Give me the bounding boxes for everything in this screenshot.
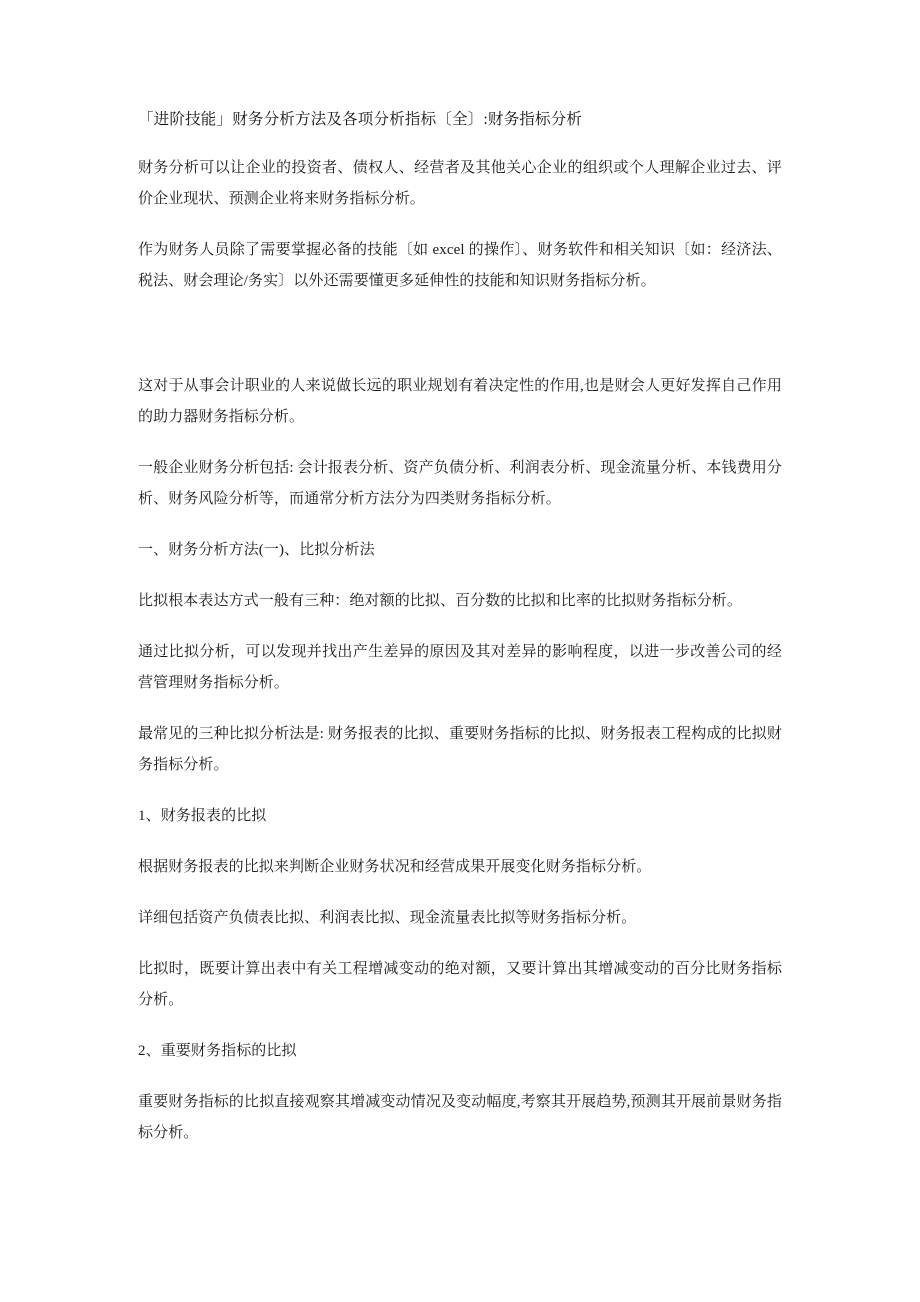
paragraph: 1、财务报表的比拟 <box>138 808 267 825</box>
page-title: 「进阶技能」财务分析方法及各项分析指标〔全〕:财务指标分析 <box>138 111 583 128</box>
paragraph: 比拟时，既要计算出表中有关工程增减变动的绝对额，又要计算出其增减变动的百分比财务指标分析。 <box>138 961 782 1009</box>
paragraph: 这对于从事会计职业的人来说做长远的职业规划有着决定性的作用,也是财会人更好发挥自己作用的助力器财务指标分析。 <box>138 378 782 426</box>
paragraph: 2、重要财务指标的比拟 <box>138 1043 297 1060</box>
paragraph: 详细包括资产负债表比拟、利润表比拟、现金流量表比拟等财务指标分析。 <box>138 910 637 927</box>
paragraph: 财务分析可以让企业的投资者、债权人、经营者及其他关心企业的组织或个人理解企业过去、评价企业现状、预测企业将来财务指标分析。 <box>138 160 782 208</box>
paragraph: 通过比拟分析，可以发现并找出产生差异的原因及其对差异的影响程度，以进一步改善公司的经营管理财务指标分析。 <box>138 644 782 692</box>
paragraph: 最常见的三种比拟分析法是: 财务报表的比拟、重要财务指标的比拟、财务报表工程构成的比拟财务指标分析。 <box>138 726 782 774</box>
paragraph: 根据财务报表的比拟来判断企业财务状况和经营成果开展变化财务指标分析。 <box>138 859 652 876</box>
paragraph: 一、财务分析方法(一)、比拟分析法 <box>138 542 375 559</box>
paragraph: 作为财务人员除了需要掌握必备的技能〔如 excel 的操作〕、财务软件和相关知识〔如：经济法、税法、财会理论/务实〕以外还需要懂更多延伸性的技能和知识财务指标分析。 <box>138 242 782 290</box>
paragraph: 重要财务指标的比拟直接观察其增减变动情况及变动幅度,考察其开展趋势,预测其开展前景财务指标分析。 <box>138 1094 782 1142</box>
paragraph: 一般企业财务分析包括: 会计报表分析、资产负债分析、利润表分析、现金流量分析、本钱费用分析、财务风险分析等，而通常分析方法分为四类财务指标分析。 <box>138 460 782 508</box>
document-body <box>138 153 782 1149</box>
paragraph: 比拟根本表达方式一般有三种：绝对额的比拟、百分数的比拟和比率的比拟财务指标分析。 <box>138 593 743 610</box>
